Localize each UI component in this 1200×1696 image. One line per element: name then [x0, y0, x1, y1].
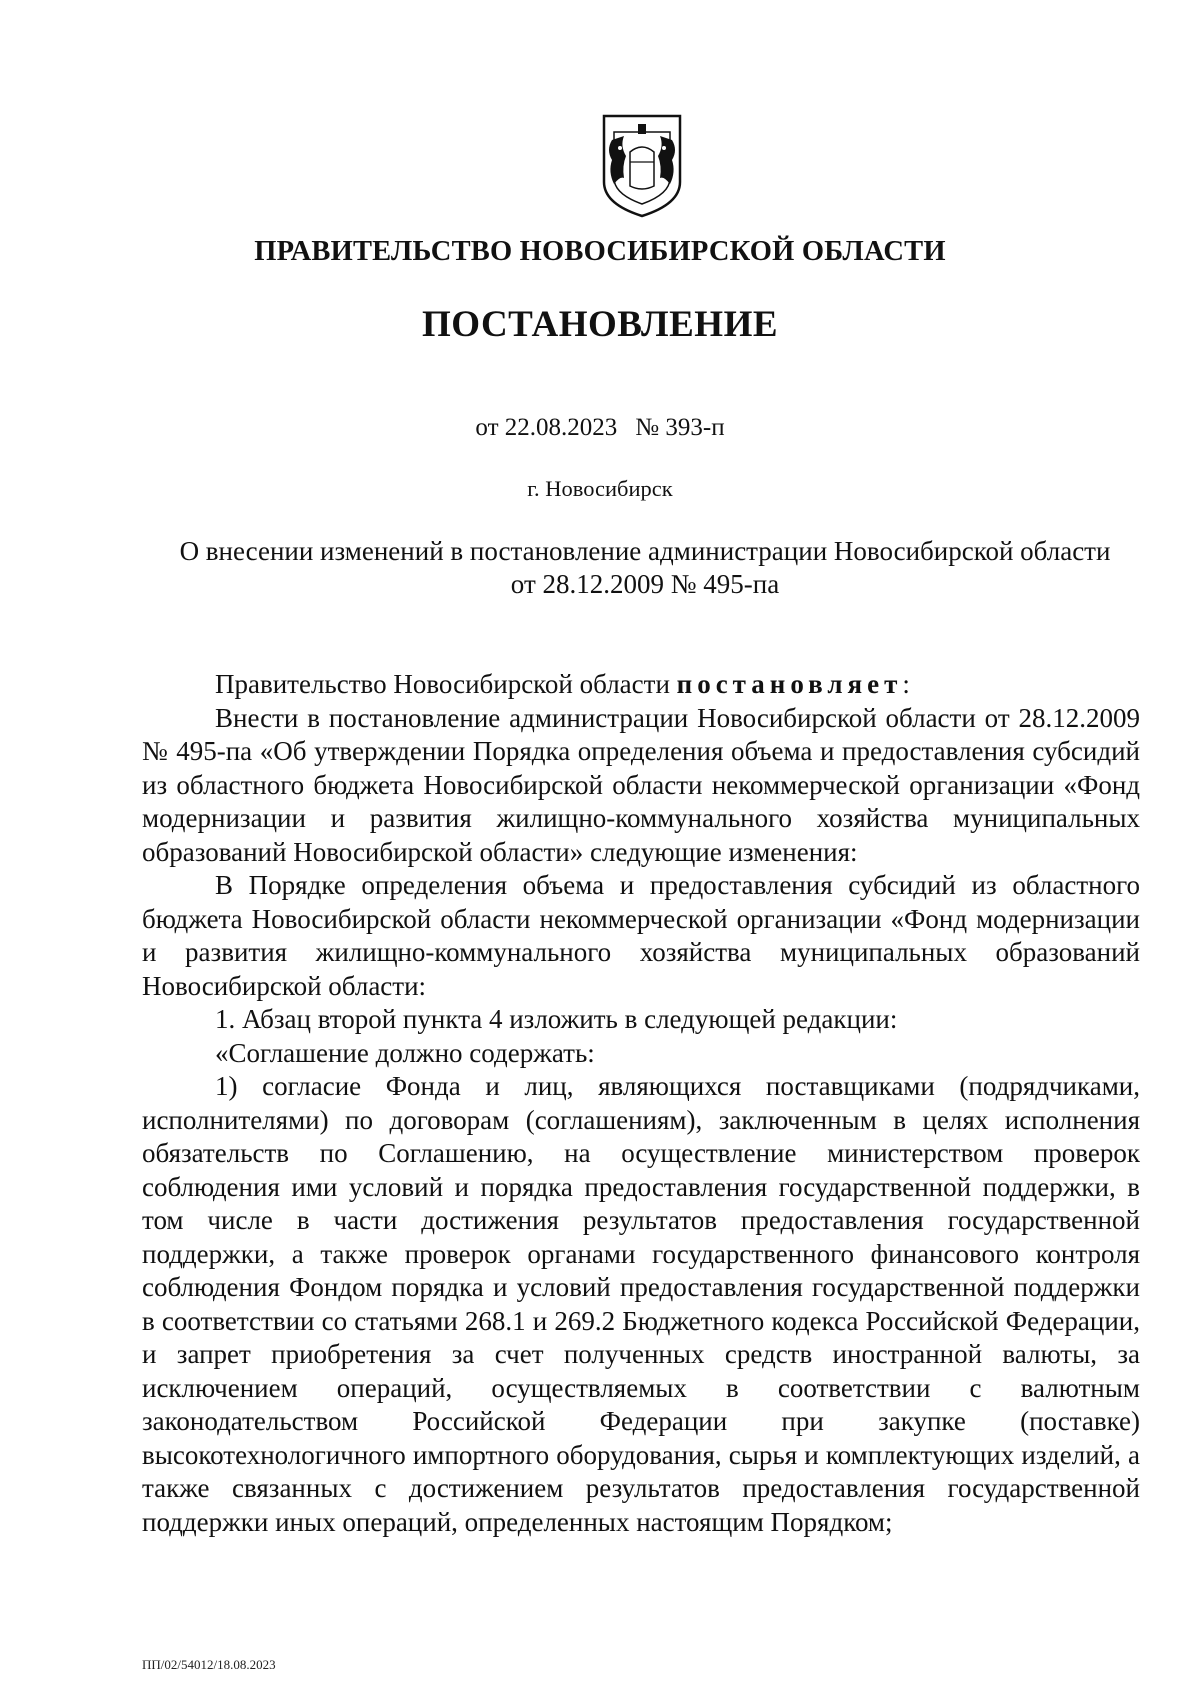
resolves-suffix: : [902, 669, 910, 699]
document-number: № 393-п [635, 414, 725, 441]
document-date: от 22.08.2023 [475, 414, 618, 441]
coat-of-arms-emblem [600, 112, 684, 220]
organization-title: ПРАВИТЕЛЬСТВО НОВОСИБИРСКОЙ ОБЛАСТИ [254, 236, 946, 267]
subject-line-1: О внесении изменений в постановление администрации Новосибирской области [179, 536, 1111, 566]
subject-line-2: от 28.12.2009 № 495-па [510, 569, 780, 599]
resolves-prefix: Правительство Новосибирской области [215, 669, 670, 699]
body-paragraph-5: 1) согласие Фонда и лиц, являющихся поставщиками (подрядчиками, исполнителями) по договорам (соглашениям), заключенным в целях исполнения обязательств по Соглашению, на осуществление министерством проверок соблюдения ими условий и порядка предоставления государственной поддержки, в том числе в части достижения результатов предоставления государственной поддержки, а также проверок органами государственного финансового контроля соблюдения Фондом порядка и условий предоставления государственной поддержки в соответствии со статьями 268.1 и 269.2 Бюджетного кодекса Российской Федерации, и запрет приобретения за счет полученных средств иностранной валюты, за исключением операций, осуществляемых в соответствии с валютным законодательством Российской Федерации при закупке (поставке) высокотехнологичного импортного оборудования, сырья и комплектующих изделий, а также связанных с достижением результатов предоставления государственной поддержки иных операций, определенных настоящим Порядком; [142, 1071, 1140, 1537]
document-type-title: ПОСТАНОВЛЕНИЕ [421, 304, 779, 345]
city-line: г. Новосибирск [527, 476, 673, 501]
document-footer-code: ПП/02/54012/18.08.2023 [142, 1657, 276, 1672]
date-number-line [0, 414, 1200, 442]
resolves-paragraph [142, 668, 1140, 702]
body-paragraph-2: В Порядке определения объема и предоставления субсидий из областного бюджета Новосибирской области некоммерческой организации «Фонд модернизации и развития жилищно-коммунального хозяйства муниципальных образований Новосибирской области: [142, 870, 1140, 1001]
body-paragraph-1: Внести в постановление администрации Новосибирской области от 28.12.2009 № 495-па «Об утверждении Порядка определения объема и предоставления субсидий из областного бюджета Новосибирской области некоммерческой организации «Фонд модернизации и развития жилищно-коммунального хозяйства муниципальных образований Новосибирской области» следующие изменения: [142, 702, 1140, 867]
resolves-word: постановляет [676, 669, 903, 699]
body-paragraph-3: 1. Абзац второй пункта 4 изложить в следующей редакции: [215, 1004, 898, 1034]
document-body [142, 668, 1140, 1539]
body-paragraph-4: «Соглашение должно содержать: [215, 1037, 595, 1068]
document-subject [150, 535, 1140, 601]
